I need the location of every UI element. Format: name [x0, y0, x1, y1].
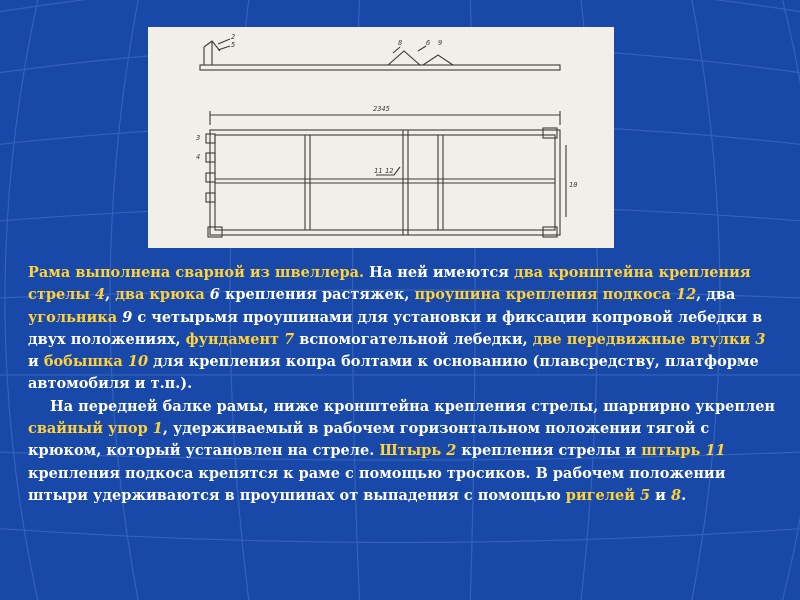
- text-segment: На ней имеются: [364, 264, 514, 281]
- text-segment: 12: [675, 286, 697, 304]
- text-segment: 5: [640, 486, 651, 504]
- text-segment: 10: [127, 353, 149, 371]
- text-segment: На передней балке рамы, ниже кронштейна крепления стрелы, шарнирно укреплен: [50, 397, 776, 415]
- callout-6: 6: [426, 39, 431, 47]
- text-segment: , два: [696, 286, 736, 304]
- text-segment: 7: [284, 330, 295, 348]
- paragraph-frame-description: [28, 262, 780, 396]
- callout-3: 3: [196, 134, 201, 142]
- dimension-label: 2345: [373, 105, 390, 113]
- text-segment: 2: [446, 442, 457, 460]
- text-segment: крепления стрелы и: [456, 442, 642, 460]
- text-segment: угольника: [28, 308, 118, 326]
- text-segment: две передвижные втулки: [532, 330, 751, 348]
- text-segment: 1: [152, 420, 163, 438]
- text-segment: ригелей: [565, 486, 635, 504]
- text-segment: .: [681, 486, 687, 504]
- paragraph-pile-stop-description: [28, 396, 780, 507]
- text-segment: 9: [122, 308, 133, 326]
- text-segment: два крюка: [115, 286, 205, 304]
- text-segment: Штырь: [379, 442, 442, 460]
- text-segment: вспомогательной лебедки,: [294, 330, 533, 348]
- text-segment: крепления подкоса крепятся к раме с помощью тросиков. В рабочем положении штыри удерживаются в проушинах от выпадения с помощью: [28, 464, 726, 504]
- callout-12: 12: [385, 167, 394, 175]
- text-segment: 4: [95, 286, 106, 304]
- text-segment: 8: [670, 486, 682, 504]
- callout-5: 5: [231, 41, 236, 49]
- text-segment: Рама выполнена сварной из швеллера.: [28, 264, 365, 281]
- text-segment: штырь: [641, 442, 701, 460]
- callout-2: 2: [231, 33, 236, 41]
- callout-9: 9: [438, 39, 443, 47]
- text-segment: с четырьмя проушинами для установки и фиксации копровой лебедки в двух положениях,: [28, 308, 763, 348]
- callout-4: 4: [196, 153, 201, 161]
- callout-10: 10: [569, 181, 578, 189]
- text-segment: бобышка: [43, 353, 123, 371]
- text-segment: ,: [105, 286, 116, 304]
- text-segment: для крепления копра болтами к основанию (плавсредству, платформе автомобиля и т.п.).: [28, 353, 759, 393]
- description-text: [28, 262, 780, 507]
- text-segment: два кронштейна крепления стрелы: [28, 264, 751, 304]
- text-segment: 6: [209, 286, 220, 304]
- text-segment: свайный упор: [28, 420, 148, 438]
- text-segment: и: [28, 353, 44, 371]
- text-segment: 3: [755, 330, 766, 348]
- text-segment: 11: [705, 442, 726, 460]
- text-segment: и: [650, 486, 671, 504]
- callout-11: 11: [374, 167, 383, 175]
- text-segment: , удерживаемый в рабочем горизонтальном положении тягой с крюком, который установлен на стреле.: [28, 420, 710, 460]
- frame-technical-drawing: [148, 27, 614, 248]
- callout-8: 8: [398, 39, 403, 47]
- text-segment: фундамент: [185, 330, 280, 348]
- text-segment: проушина крепления подкоса: [414, 286, 671, 304]
- text-segment: крепления растяжек,: [219, 286, 415, 304]
